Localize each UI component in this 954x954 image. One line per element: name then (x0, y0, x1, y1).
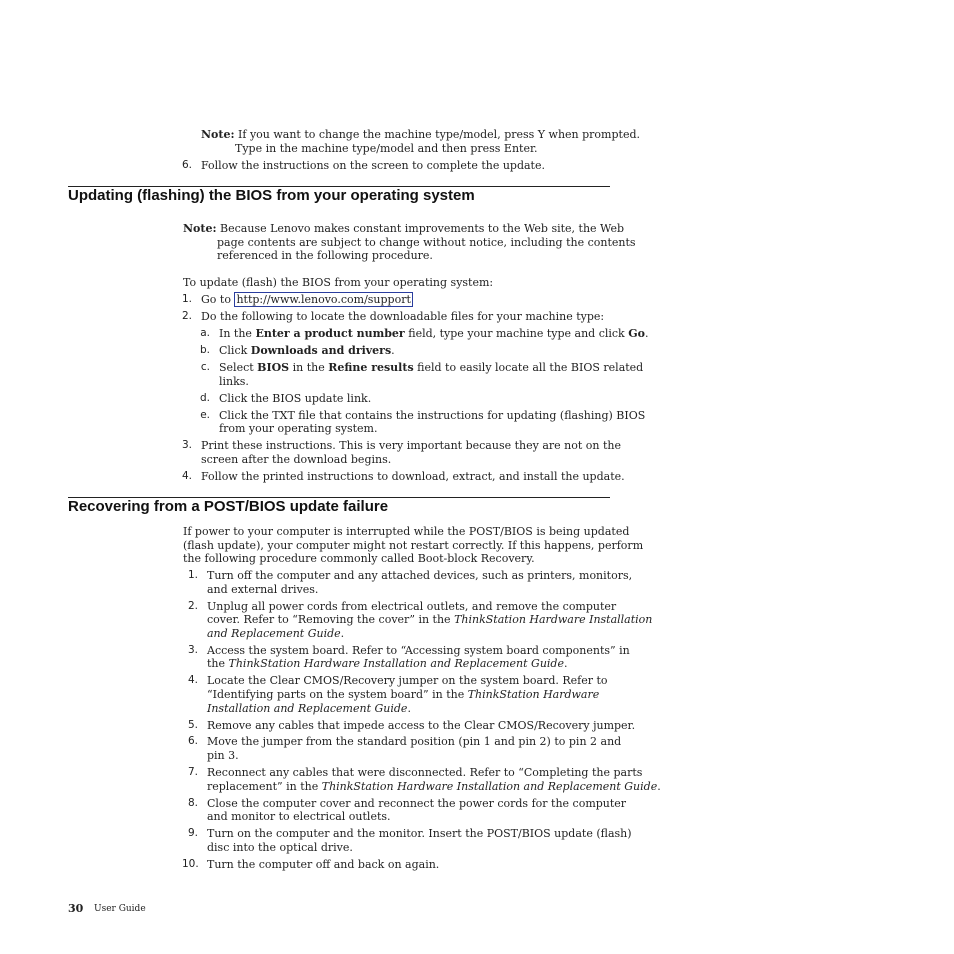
lenovo-support-link[interactable]: http://www.lenovo.com/support (236, 293, 411, 306)
step-text: Close the computer cover and reconnect the power cords for the computer (207, 797, 627, 810)
substep-text (219, 361, 643, 375)
text-run: . (340, 627, 345, 640)
step-number: 5. (187, 719, 198, 731)
substep-letter: c. (200, 361, 210, 373)
text-run: . (407, 702, 411, 715)
text-run: replacement” in the (207, 780, 322, 793)
section-heading-recovery: Recovering from a POST/BIOS update failure (68, 498, 389, 515)
book-title: and Replacement Guide (207, 627, 341, 640)
book-title: ThinkStation Hardware Installation and Replacement Guide (321, 780, 658, 793)
note-text-cont: Type in the machine type/model and then press Enter. (235, 142, 538, 155)
text-run: “Identifying parts on the system board” in the (207, 688, 468, 701)
step-text-cont: and monitor to electrical outlets. (207, 810, 391, 823)
step-number: 1. (187, 569, 198, 581)
text-run: . (391, 344, 395, 357)
substep-letter: d. (199, 392, 210, 404)
note-text: Because Lenovo makes constant improvements to the Web site, the Web (220, 222, 624, 235)
substep-letter: e. (200, 409, 210, 421)
step-number: 8. (187, 797, 198, 809)
step-text-cont (207, 613, 652, 627)
footer-label: User Guide (94, 904, 146, 914)
step-text: Access the system board. Refer to “Accessing system board components” in (207, 644, 630, 657)
step-number: 4. (187, 674, 198, 686)
text-run: Click (219, 344, 251, 357)
step-text-cont (207, 702, 411, 716)
step-text-cont: disc into the optical drive. (207, 841, 353, 854)
step-text: Turn the computer off and back on again. (207, 858, 440, 871)
text-run: . (644, 327, 649, 340)
section2-intro-cont: the following procedure commonly called Boot-block Recovery. (183, 552, 535, 565)
note-label: Note: (183, 222, 217, 235)
step-text-cont: pin 3. (207, 749, 239, 762)
substep-text: Click the BIOS update link. (219, 392, 372, 405)
step-text-prefix: Go to (201, 293, 231, 306)
step-number: 4. (181, 470, 192, 482)
step-text-cont (207, 627, 344, 641)
text-run: field to easily locate all the BIOS related (413, 361, 644, 374)
step-text: Turn on the computer and the monitor. Insert the POST/BIOS update (flash) (207, 827, 632, 840)
step-number: 6. (187, 735, 198, 747)
substep-text-cont: links. (219, 375, 249, 388)
step-text: Move the jumper from the standard position (pin 1 and pin 2) to pin 2 and (207, 735, 622, 748)
step-text-cont: and external drives. (207, 583, 319, 596)
note-label: Note: (201, 128, 235, 141)
book-title: ThinkStation Hardware Installation and Replacement Guide (228, 657, 564, 670)
substep-letter: a. (200, 327, 210, 339)
note-text-cont: referenced in the following procedure. (217, 249, 433, 262)
step-number: 2. (181, 310, 192, 322)
step-text: Locate the Clear CMOS/Recovery jumper on the system board. Refer to (207, 674, 608, 687)
step-text: Print these instructions. This is very important because they are not on the (201, 439, 621, 452)
substep-text-cont: from your operating system. (219, 422, 378, 435)
section1-intro: To update (flash) the BIOS from your operating system: (183, 276, 494, 289)
ui-label: Go (628, 327, 645, 340)
text-run: the (207, 657, 229, 670)
top-note (201, 128, 640, 142)
step-text-cont (207, 657, 567, 671)
step-text-cont (207, 780, 661, 794)
step-number: 3. (187, 644, 198, 656)
substep-text: Click the TXT file that contains the instructions for updating (flashing) BIOS (219, 409, 646, 422)
text-run: . (657, 780, 661, 793)
book-title: ThinkStation Hardware (467, 688, 600, 701)
substep-text (219, 327, 648, 341)
book-title: ThinkStation Hardware Installation (454, 613, 653, 626)
ui-label: Refine results (328, 361, 414, 374)
step-text: Unplug all power cords from electrical outlets, and remove the computer (207, 600, 617, 613)
book-title: Installation and Replacement Guide (207, 702, 408, 715)
step-number: 7. (187, 766, 198, 778)
text-run: field, type your machine type and click (404, 327, 629, 340)
step-number: 3. (181, 439, 192, 451)
step-number: 6. (181, 159, 192, 171)
step-text-cont (207, 688, 599, 702)
text-run: . (563, 657, 568, 670)
text-run: cover. Refer to “Removing the cover” in the (207, 613, 455, 626)
ui-label: Downloads and drivers (250, 344, 392, 357)
step-text: Do the following to locate the downloadable files for your machine type: (201, 310, 605, 323)
section2-intro: If power to your computer is interrupted while the POST/BIOS is being updated (183, 525, 630, 538)
page-number: 30 (68, 902, 84, 915)
section-heading-bios-update: Updating (flashing) the BIOS from your operating system (68, 187, 475, 204)
section1-note (183, 222, 624, 236)
step-text (201, 293, 413, 307)
section2-intro-cont: (flash update), your computer might not restart correctly. If this happens, perform (183, 539, 644, 552)
substep-letter: b. (199, 344, 210, 356)
note-text-cont: page contents are subject to change without notice, including the contents (217, 236, 636, 249)
step-number: 10. (182, 858, 199, 870)
text-run: in the (289, 361, 329, 374)
step-number: 9. (187, 827, 198, 839)
ui-label: Enter a product number (255, 327, 405, 340)
step-text: Turn off the computer and any attached devices, such as printers, monitors, (207, 569, 633, 582)
text-run: In the (219, 327, 256, 340)
note-text: If you want to change the machine type/model, press Y when prompted. (238, 128, 640, 141)
step-text: Remove any cables that impede access to the Clear CMOS/Recovery jumper. (207, 719, 636, 732)
step-text: Reconnect any cables that were disconnected. Refer to “Completing the parts (207, 766, 643, 779)
ui-label: BIOS (257, 361, 290, 374)
text-run: Select (219, 361, 258, 374)
substep-text (219, 344, 395, 358)
step-number: 1. (181, 293, 192, 305)
step-text-cont: screen after the download begins. (201, 453, 392, 466)
step-text: Follow the instructions on the screen to complete the update. (201, 159, 545, 172)
step-text: Follow the printed instructions to download, extract, and install the update. (201, 470, 625, 483)
step-number: 2. (187, 600, 198, 612)
